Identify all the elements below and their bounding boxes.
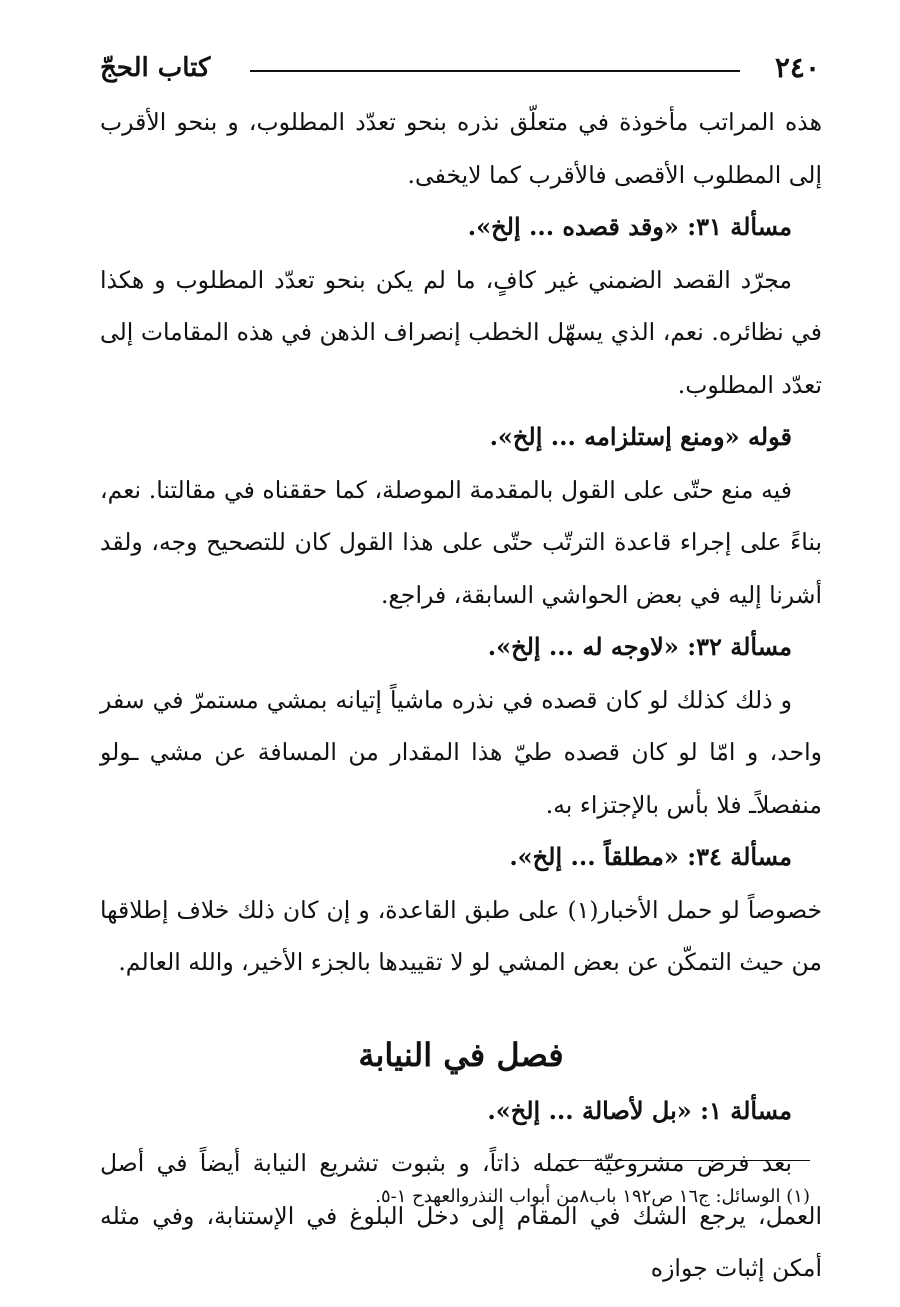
issue-heading-34: مسألة ٣٤: «مطلقاً ... إلخ». xyxy=(509,842,792,871)
book-title: كتاب الحجّ xyxy=(100,53,211,83)
paragraph: بعد فرض مشروعيّة عمله ذاتاً، و بثبوت تشريع النيابة أيضاً في أصل العمل، يرجع الشك في المقام إلى دخل البلوغ في الإستنابة، وفي مثله أمكن إثبات جوازه xyxy=(100,1149,822,1282)
page-number: ٢٤٠ xyxy=(774,51,820,84)
paragraph: خصوصاً لو حمل الأخبار(١) على طبق القاعدة، و إن كان ذلك خلاف إطلاقها من حيث التمكّن عن بعض المشي لو لا تقييدها بالجزء الأخير، والله العالم. xyxy=(100,895,822,976)
section-title: فصل في النيابة xyxy=(358,1035,564,1074)
paragraph: هذه المراتب مأخوذة في متعلّق نذره بنحو تعدّد المطلوب، و بنحو الأقرب إلى المطلوب الأقصى فالأقرب كما لايخفى. xyxy=(100,108,822,189)
footnote-rule xyxy=(560,1160,810,1161)
paragraph: مجرّد القصد الضمني غير كافٍ، ما لم يكن بنحو تعدّد المطلوب و هكذا في نظائره. نعم، الذي يسهّل الخطب إنصراف الذهن في هذه المقامات إلى تعدّد المطلوب. xyxy=(100,265,822,399)
main-text xyxy=(100,96,822,1295)
header-rule xyxy=(250,70,740,72)
paragraph: فيه منع حتّى على القول بالمقدمة الموصلة، كما حققناه في مقالتنا. نعم، بناءً على إجراء قاعدة الترتّب حتّى على هذا القول كان للتصحيح وجه، ولقد أشرنا إليه في بعض الحواشي السابقة، فراجع. xyxy=(100,475,822,609)
issue-heading-32: مسألة ٣٢: «لاوجه له ... إلخ». xyxy=(487,632,792,661)
issue-heading-31: مسألة ٣١: «وقد قصده ... إلخ». xyxy=(467,212,792,241)
issue-heading-1: مسألة ١: «بل لأصالة ... إلخ». xyxy=(487,1095,792,1125)
quote-heading: قوله «ومنع إستلزامه ... إلخ». xyxy=(489,422,792,451)
paragraph: و ذلك كذلك لو كان قصده في نذره ماشياً إتيانه بمشي مستمرّ في سفر واحد، و امّا لو كان قصده طيّ هذا المقدار من المسافة عن مشي ـولو منفصلاًـ فلا بأس بالإجتزاء به. xyxy=(100,685,822,819)
running-header xyxy=(100,48,820,88)
footnote: (١) الوسائل: ج١٦ ص١٩٢ باب٨من أبواب النذروالعهدح ١-٥. xyxy=(375,1186,810,1207)
